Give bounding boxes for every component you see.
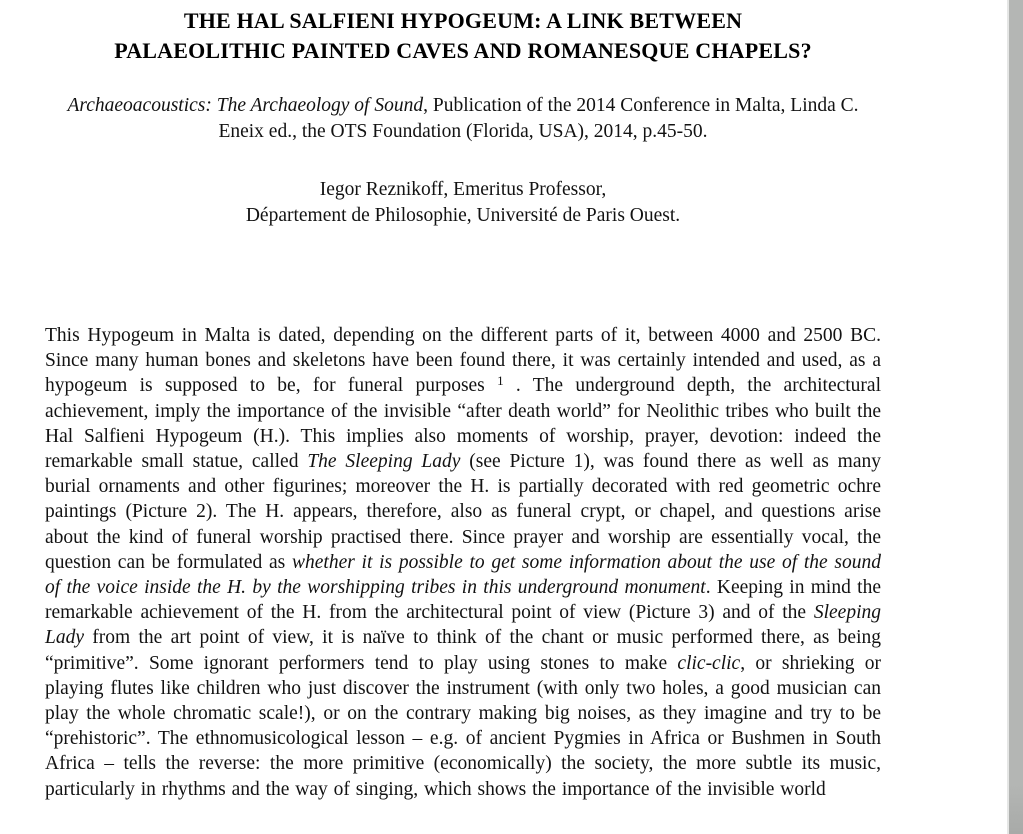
body-segment-italic: Sleeping Lady [45,602,881,649]
body-segment-normal: from the art point of view, it is naïve to think of the chant or music performed there, as being “primitive”. Some ignorant performers tend to play using stones to make [45,627,881,674]
citation-rest: , Publication of the 2014 Conference in [423,95,731,116]
body-paragraph [45,323,881,802]
author-block [45,177,881,228]
author-name-line: Iegor Reznikoff, Emeritus Professor, [319,179,607,200]
citation-journal-title: Archaeoacoustics: The Archaeology of Sound [67,95,424,116]
body-segment-normal: , or shrieking or playing flutes like children who just discover the instrument (with only two holes, a good musician can play the whole chromatic scale!), or on the contrary making big noises, as they imagine and try to be “prehistoric”. The ethnomusicological lesson – e.g. of ancient Pygmies in Africa or Bushmen in South Africa – tells the reverse: the more primitive (economically) the society, the more subtle its music, particularly in rhythms and the way of singing, which shows the importance of the invisible world [45,652,881,800]
body-segment-italic: The Sleeping Lady [307,451,461,473]
body-segment-normal: (see Picture 1), was found there as well as many burial ornaments and other figurines; moreover the H. is partially decorated with red geometric ochre paintings (Picture 2). The H. appears, therefore, also as funeral crypt, or chapel, and questions arise about the kind of funeral worship practised there. Since prayer and worship are essentially vocal, the question can be formulated as [45,451,881,573]
page-title [45,6,881,66]
body-segment-normal: This Hypogeum in Malta is dated, depending on the different parts of it, between 4000 and 2500 BC. Since many human bones and skeletons have been found there, it was certainly intended and used, as a hypogeum is supposed to be, for funeral purposes [45,325,881,397]
page-title-line1: THE HAL SALFIENI HYPOGEUM: A LINK BETWEEN [183,8,743,33]
body-segment-italic: whether it is possible to get some information about the use of the sound of the voice inside the H. by the worshipping tribes in this underground monument [45,551,881,599]
citation-line2: Malta, Linda C. Eneix ed., the OTS Foundation (Florida, USA), 2014, p.45-50. [218,95,859,142]
body-segment-normal: . Keeping in mind the remarkable achievement of the H. from the architectural point of view (Picture 3) and of the [45,577,881,624]
body-segment-normal: . The underground depth, the architectural achievement, imply the importance of the invisible “after death world” for Neolithic tribes who built the Hal Salfieni Hypogeum (H.). This implies also moments of worship, prayer, devotion: indeed the remarkable small statue, called [45,375,881,473]
page-title-line2: PALAEOLITHIC PAINTED CAVES AND ROMANESQUE CHAPELS? [114,38,812,63]
body-segment-italic: clic-clic [677,652,741,674]
citation-block [45,93,881,144]
author-affiliation-line: Département de Philosophie, Université de Paris Ouest. [245,204,681,226]
body-segment-sup: 1 [497,373,504,389]
viewer-background-strip [1007,0,1023,834]
